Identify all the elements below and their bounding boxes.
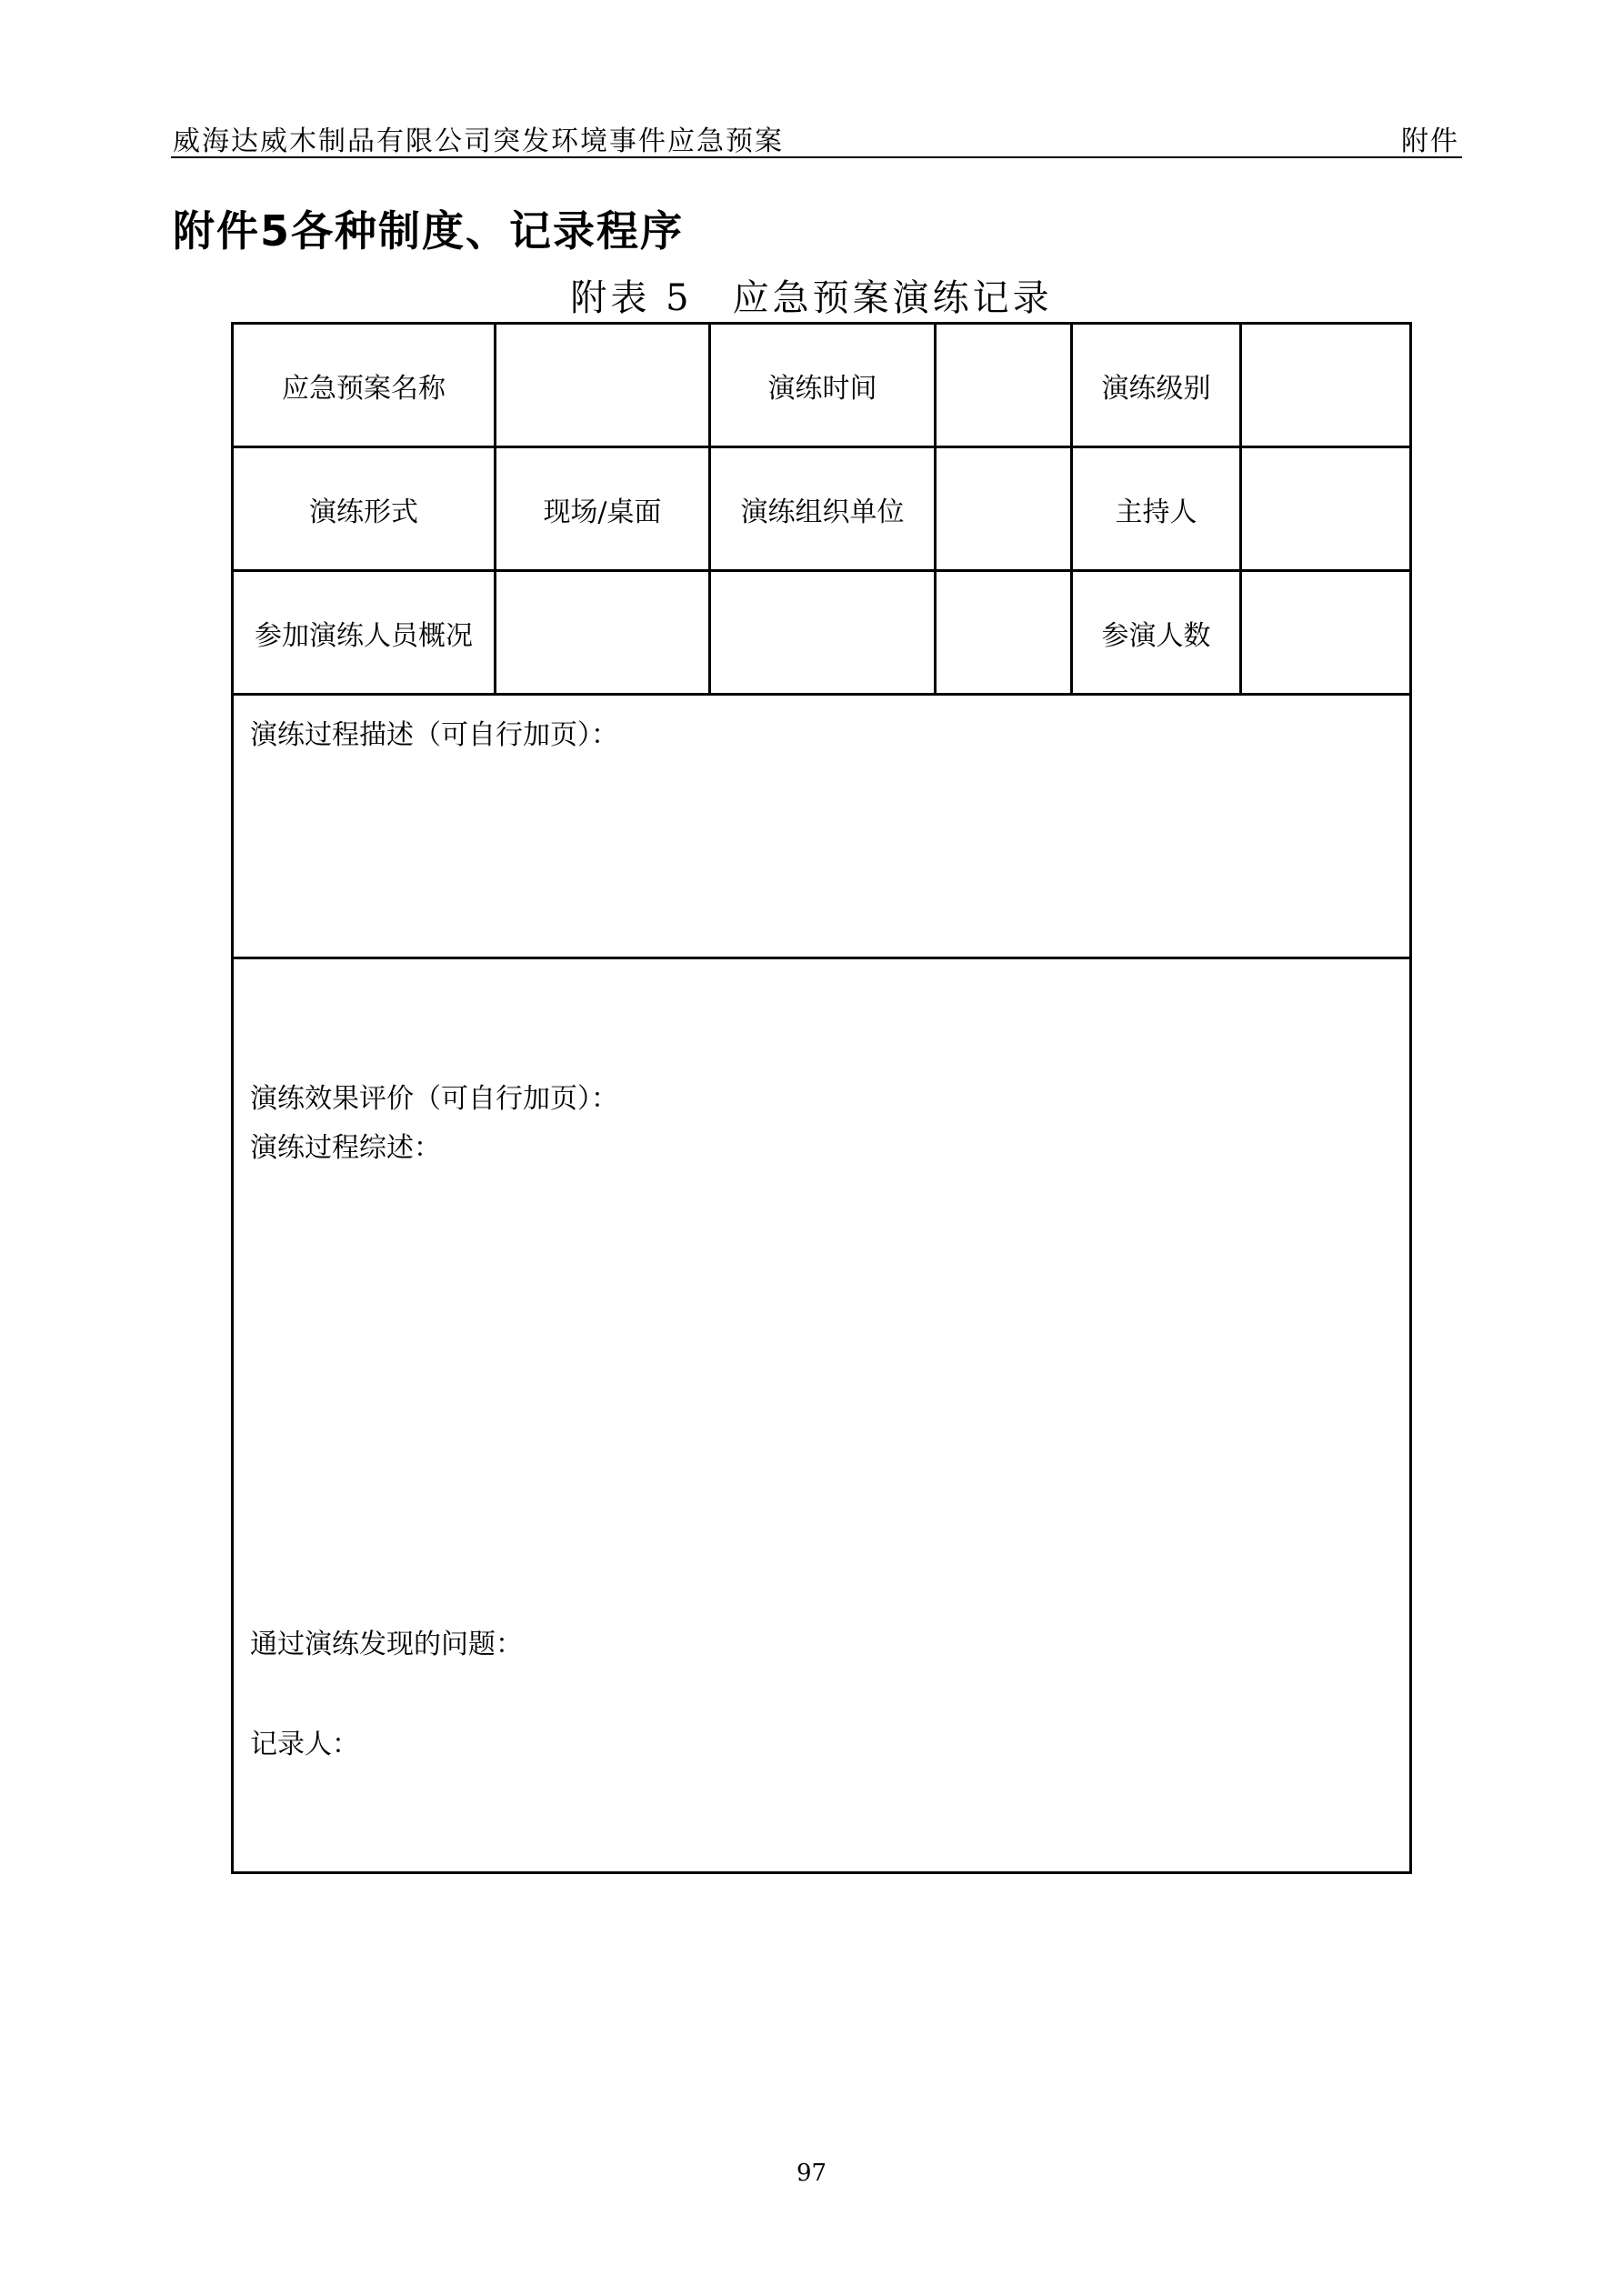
participants-cell-3[interactable] (936, 571, 1072, 695)
drill-level-cell[interactable] (1241, 324, 1411, 447)
evaluation-label: 演练效果评价（可自行加页）： (250, 1083, 618, 1115)
table-row (233, 695, 1411, 958)
org-unit-cell[interactable] (936, 447, 1072, 571)
drill-form-label: 演练形式 (233, 447, 496, 571)
section-title: 附件5各种制度、记录程序 (173, 206, 685, 256)
problems-label: 通过演练发现的问题： (250, 1629, 523, 1660)
table-row (233, 447, 1411, 571)
process-description-label: 演练过程描述（可自行加页）： (250, 719, 618, 751)
document-header-tag: 附件 (1401, 125, 1459, 157)
process-description-cell[interactable] (233, 695, 1411, 958)
table-row (233, 571, 1411, 695)
org-unit-label: 演练组织单位 (710, 447, 936, 571)
host-cell[interactable] (1241, 447, 1411, 571)
host-label: 主持人 (1072, 447, 1241, 571)
recorder-label: 记录人： (250, 1729, 359, 1760)
participants-cell-1[interactable] (496, 571, 710, 695)
drill-time-cell[interactable] (936, 324, 1072, 447)
table-row (233, 324, 1411, 447)
participant-count-label: 参演人数 (1072, 571, 1241, 695)
summary-label: 演练过程综述： (250, 1132, 441, 1164)
drill-time-label: 演练时间 (710, 324, 936, 447)
drill-record-table (231, 322, 1412, 1874)
header-divider (171, 156, 1462, 158)
table-caption: 附表 5 应急预案演练记录 (570, 277, 1053, 319)
plan-name-cell[interactable] (496, 324, 710, 447)
participants-cell-2[interactable] (710, 571, 936, 695)
page-number: 97 (796, 2160, 827, 2187)
drill-level-label: 演练级别 (1072, 324, 1241, 447)
document-header-title: 威海达威木制品有限公司突发环境事件应急预案 (173, 125, 784, 157)
evaluation-cell[interactable] (233, 958, 1411, 1873)
plan-name-label: 应急预案名称 (233, 324, 496, 447)
table-row (233, 958, 1411, 1873)
drill-form-value[interactable]: 现场/桌面 (496, 447, 710, 571)
participant-count-cell[interactable] (1241, 571, 1411, 695)
participants-label: 参加演练人员概况 (233, 571, 496, 695)
